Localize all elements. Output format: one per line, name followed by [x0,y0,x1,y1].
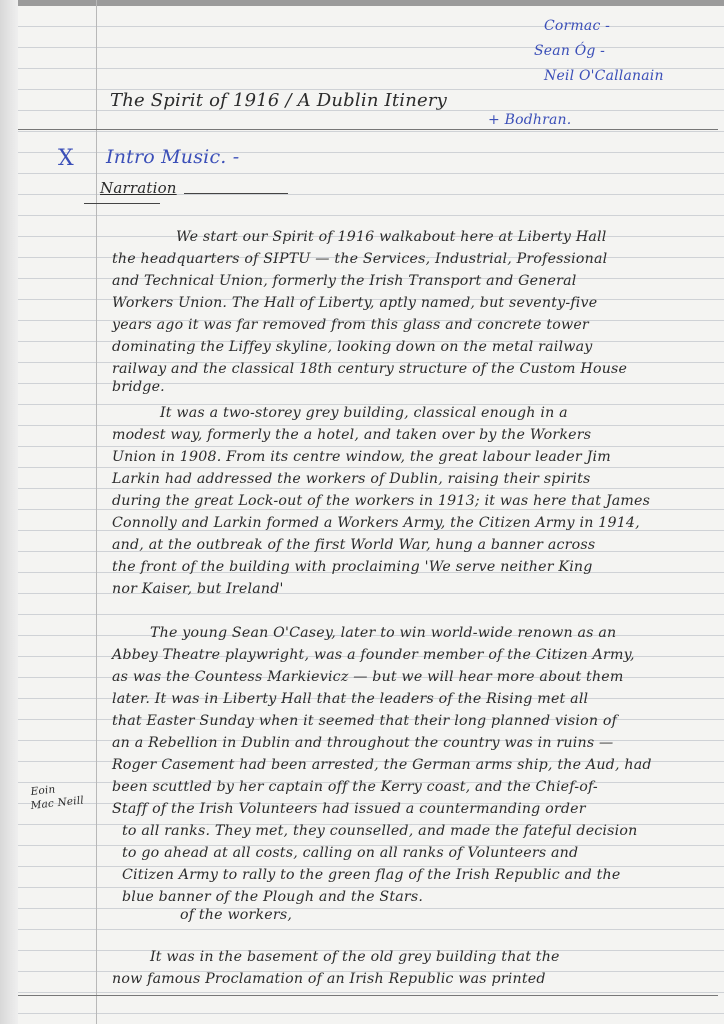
page-title: The Spirit of 1916 / A Dublin Itinery [110,90,448,111]
text-line: Workers Union. The Hall of Liberty, aptly named, but seventy-five [112,295,598,311]
text-line: and, at the outbreak of the first World War, hung a banner across [112,537,596,553]
text-line: railway and the classical 18th century structure of the Custom House [112,361,628,377]
scan-edge-top [0,0,724,6]
narration-heading: Narration [100,179,177,197]
text-line: It was in the basement of the old grey building that the [150,949,560,965]
cast-name-3: Neil O'Callanain [544,68,664,84]
text-line: years ago it was far removed from this glass and concrete tower [112,317,589,333]
text-line: to all ranks. They met, they counselled, and made the fateful decision [122,823,638,839]
cue-mark: X [58,146,74,171]
text-line: Citizen Army to rally to the green flag of the Irish Republic and the [122,867,621,883]
cast-name-2: Sean Óg - [534,43,606,59]
text-line: as was the Countess Markievicz — but we will hear more about them [112,669,624,685]
text-line: now famous Proclamation of an Irish Republic was printed [112,971,546,987]
text-line: the headquarters of SIPTU — the Services, Industrial, Professional [112,251,608,267]
margin-note-line-1: Eoin [30,783,57,798]
text-line: to go ahead at all costs, calling on all ranks of Volunteers and [122,845,579,861]
text-line: Larkin had addressed the workers of Dublin, raising their spirits [112,471,591,487]
text-line: It was a two-storey grey building, classical enough in a [160,405,568,421]
text-line: Connolly and Larkin formed a Workers Army, the Citizen Army in 1914, [112,515,640,531]
text-line: Staff of the Irish Volunteers had issued a countermanding order [112,801,586,817]
text-line: bridge. [112,379,165,395]
text-line: and Technical Union, formerly the Irish Transport and General [112,273,577,289]
text-line: We start our Spirit of 1916 walkabout here at Liberty Hall [176,229,607,245]
text-line: an a Rebellion in Dublin and throughout the country was in ruins — [112,735,614,751]
margin-rule [96,0,97,1024]
text-line: modest way, formerly the a hotel, and taken over by the Workers [112,427,592,443]
narration-underline [84,203,160,204]
text-line: Roger Casement had been arrested, the German arms ship, the Aud, had [112,757,652,773]
text-line: the front of the building with proclaiming 'We serve neither King [112,559,593,575]
text-line: during the great Lock-out of the workers in 1913; it was here that James [112,493,651,509]
text-line: Union in 1908. From its centre window, the great labour leader Jim [112,449,611,465]
text-line: of the workers, [180,907,293,923]
text-line: later. It was in Liberty Hall that the leaders of the Rising met all [112,691,589,707]
cast-name-4: + Bodhran. [488,112,572,128]
text-line: been scuttled by her captain off the Kerry coast, and the Chief-of- [112,779,598,795]
text-line: blue banner of the Plough and the Stars. [122,889,424,905]
margin-note-line-2: Mac Neill [30,794,85,812]
scan-edge-left [0,0,18,1024]
text-line: that Easter Sunday when it seemed that their long planned vision of [112,713,618,729]
cast-name-1: Cormac - [544,18,611,34]
text-line: nor Kaiser, but Ireland' [112,581,284,597]
footer-rule [18,995,718,996]
header-rule [18,129,718,130]
text-line: Abbey Theatre playwright, was a founder member of the Citizen Army, [112,647,635,663]
text-line: The young Sean O'Casey, later to win world-wide renown as an [150,625,617,641]
text-line: dominating the Liffey skyline, looking down on the metal railway [112,339,593,355]
narration-rule [184,193,288,194]
intro-music-cue: Intro Music. - [106,146,240,168]
